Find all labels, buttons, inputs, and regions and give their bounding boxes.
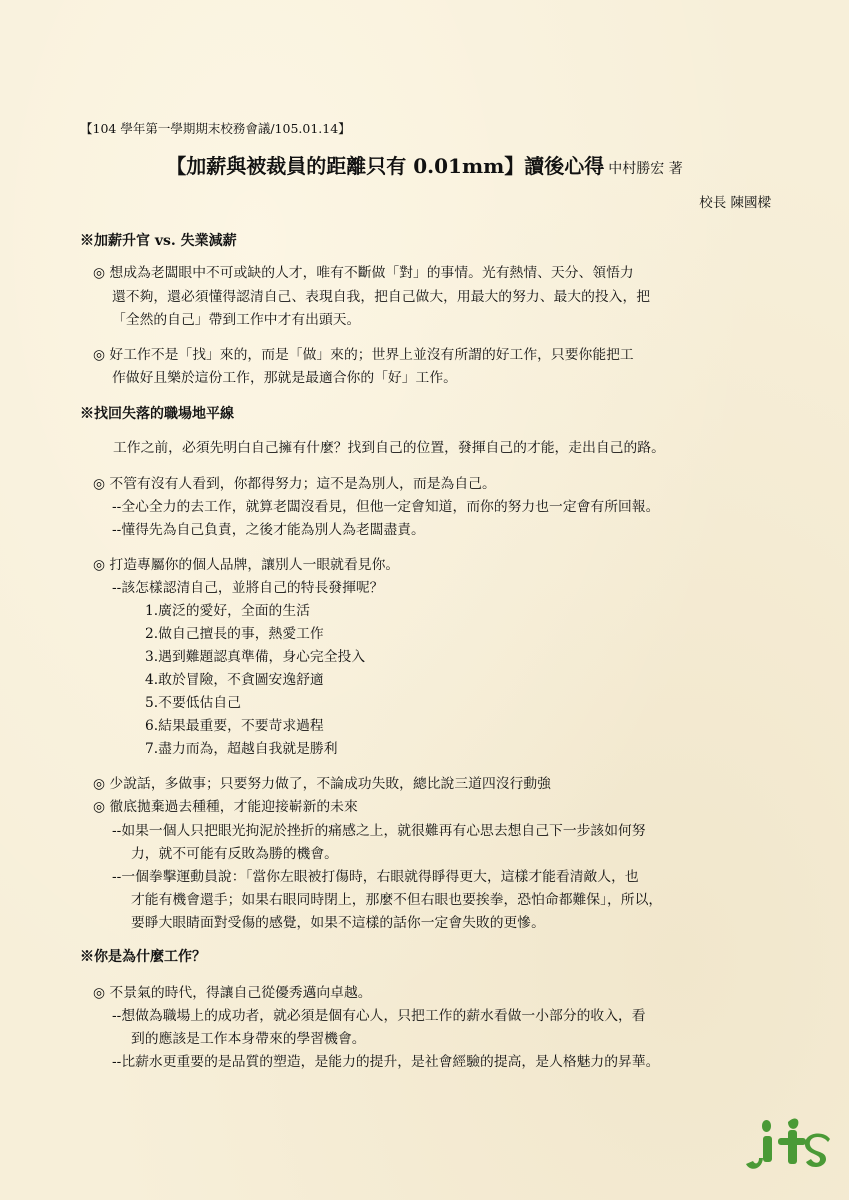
- paragraph-line: --該怎樣認清自己，並將自己的特長發揮呢？: [112, 580, 384, 596]
- paragraph-line: ◎ 不景氣的時代，得讓自己從優秀邁向卓越。: [93, 985, 372, 1001]
- section-heading: ※找回失落的職場地平線: [80, 406, 234, 422]
- paragraph-line: 才能有機會還手；如果右眼同時閉上，那麼不但右眼也要挨拳，恐怕命都難保」，所以，: [131, 892, 663, 908]
- school-logo: [744, 1112, 830, 1176]
- logo-letter-j-hook: [746, 1158, 763, 1169]
- paragraph-line: 要睜大眼睛面對受傷的感覺，如果不這樣的話你一定會失敗的更慘。: [131, 915, 545, 931]
- paragraph-line: --想做為職場上的成功者，就必須是個有心人，只把工作的薪水看做一小部分的收入，看: [112, 1008, 646, 1024]
- meeting-tag: 【104 學年第一學期期末校務會議/105.01.14】: [80, 121, 351, 136]
- paragraph-line: --比薪水更重要的是品質的塑造，是能力的提升，是社會經驗的提高，是人格魅力的昇華。: [112, 1054, 660, 1070]
- list-item: 1.廣泛的愛好，全面的生活: [145, 603, 310, 619]
- paragraph-line: 還不夠，還必須懂得認清自己、表現自我，把自己做大，用最大的努力、最大的投入，把: [112, 289, 651, 305]
- list-item: 6.結果最重要，不要苛求過程: [145, 718, 324, 734]
- paragraph-line: 到的應該是工作本身帶來的學習機會。: [131, 1031, 366, 1047]
- logo-leaf: [762, 1120, 771, 1132]
- list-item: 4.敢於冒險，不貪圖安逸舒適: [145, 672, 324, 688]
- section-heading: ※加薪升官 vs. 失業減薪: [80, 233, 237, 249]
- paragraph-line: --全心全力的去工作，就算老闆沒看見，但他一定會知道，而你的努力也一定會有所回報。: [112, 499, 660, 515]
- paragraph-line: 力，就不可能有反敗為勝的機會。: [131, 846, 338, 862]
- logo-mark: [746, 1118, 830, 1168]
- paragraph-line: ◎ 少說話，多做事；只要努力做了，不論成功失敗，總比說三道四沒行動強: [93, 776, 551, 792]
- paragraph-line: 工作之前，必須先明白自己擁有什麼？找到自己的位置，發揮自己的才能，走出自己的路。: [113, 440, 665, 456]
- section-heading: ※你是為什麼工作？: [80, 949, 206, 965]
- paragraph-line: ◎ 打造專屬你的個人品牌，讓別人一眼就看見你。: [93, 557, 400, 573]
- paragraph-line: --一個拳擊運動員說：「當你左眼被打傷時，右眼就得睜得更大，這樣才能看清敵人，也: [112, 869, 639, 885]
- logo-letter-t-bar: [778, 1138, 806, 1145]
- paragraph-line: --如果一個人只把眼光拘泥於挫折的痛感之上，就很難再有心思去想自己下一步該如何努: [112, 823, 646, 839]
- paragraph-line: ◎ 不管有沒有人看到，你都得努力；這不是為別人，而是為自己。: [93, 476, 496, 492]
- paragraph-line: ◎ 徹底拋棄過去種種，才能迎接嶄新的未來: [93, 799, 358, 815]
- paragraph-line: ◎ 想成為老闆眼中不可或缺的人才，唯有不斷做「對」的事情。光有熱情、天分、領悟力: [93, 265, 634, 281]
- page-title: [0, 150, 849, 179]
- logo-letter-j: [763, 1136, 772, 1162]
- paragraph-line: ◎ 好工作不是「找」來的，而是「做」來的；世界上並沒有所謂的好工作，只要你能把工: [93, 347, 634, 363]
- signer: 校長 陳國樑: [699, 195, 771, 211]
- paragraph-line: 「全然的自己」帶到工作中才有出頭天。: [112, 312, 361, 328]
- logo-letter-t: [788, 1130, 797, 1164]
- logo-leaf: [788, 1118, 798, 1128]
- paragraph-line: --懂得先為自己負責，之後才能為別人為老闆盡責。: [112, 522, 425, 538]
- list-item: 3.遇到難題認真準備，身心完全投入: [145, 649, 366, 665]
- list-item: 7.盡力而為，超越自我就是勝利: [145, 741, 338, 757]
- book-author: 中村勝宏 著: [608, 161, 683, 177]
- logo-letter-s: [805, 1133, 830, 1167]
- list-item: 2.做自己擅長的事，熱愛工作: [145, 626, 324, 642]
- paragraph-line: 作做好且樂於這份工作，那就是最適合你的「好」工作。: [112, 370, 457, 386]
- title-text: 【加薪與被裁員的距離只有 0.01mm】讀後心得: [166, 154, 605, 178]
- list-item: 5.不要低估自己: [145, 695, 241, 711]
